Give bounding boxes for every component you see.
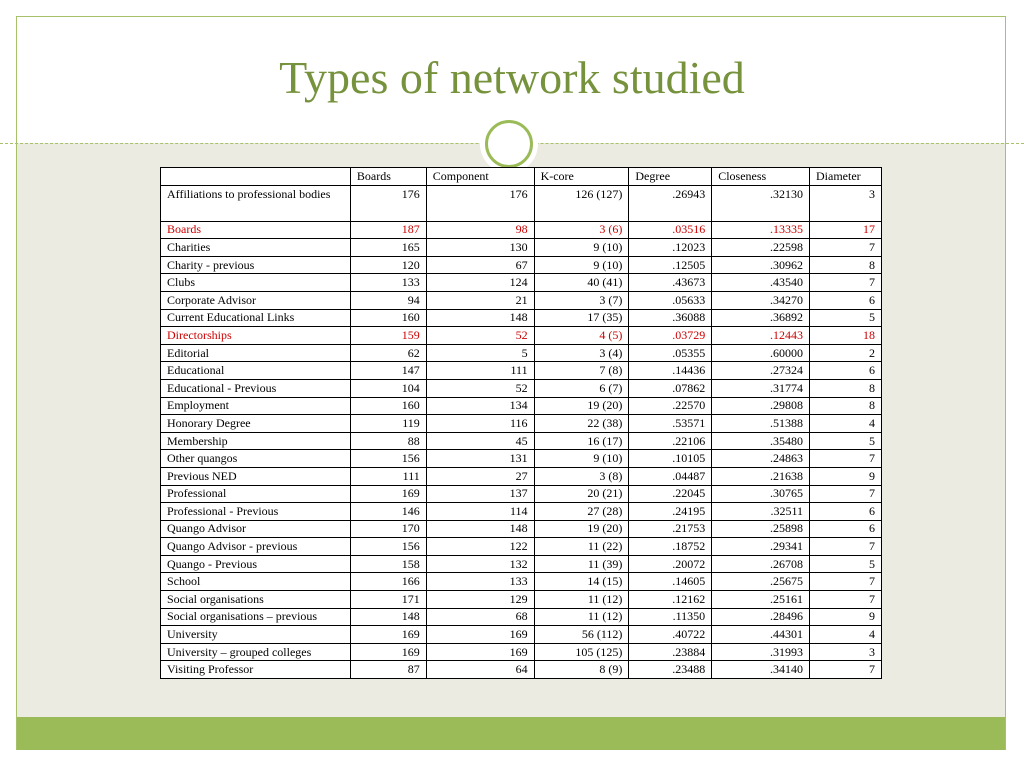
cell-network-name: Directorships [161,327,351,345]
cell-degree: .20072 [629,555,712,573]
cell-degree: .11350 [629,608,712,626]
cell-degree: .10105 [629,450,712,468]
cell-network-name: University [161,626,351,644]
cell-degree: .26943 [629,185,712,221]
cell-network-name: University – grouped colleges [161,643,351,661]
cell-network-name: Visiting Professor [161,661,351,679]
cell-component: 27 [426,467,534,485]
cell-kcore: 6 (7) [534,379,629,397]
cell-diameter: 7 [810,591,882,609]
cell-component: 176 [426,185,534,221]
cell-diameter: 8 [810,397,882,415]
cell-kcore: 19 (20) [534,520,629,538]
cell-boards: 171 [350,591,426,609]
header-cell-boards: Boards [350,168,426,186]
cell-kcore: 7 (8) [534,362,629,380]
cell-diameter: 4 [810,626,882,644]
cell-boards: 111 [350,467,426,485]
cell-diameter: 4 [810,415,882,433]
cell-kcore: 14 (15) [534,573,629,591]
cell-degree: .03729 [629,327,712,345]
cell-kcore: 56 (112) [534,626,629,644]
cell-boards: 169 [350,485,426,503]
cell-closeness: .27324 [712,362,810,380]
cell-closeness: .12443 [712,327,810,345]
cell-boards: 147 [350,362,426,380]
cell-network-name: Employment [161,397,351,415]
cell-network-name: Social organisations – previous [161,608,351,626]
cell-diameter: 9 [810,467,882,485]
header-cell-network [161,168,351,186]
cell-kcore: 9 (10) [534,256,629,274]
cell-kcore: 22 (38) [534,415,629,433]
cell-network-name: Educational - Previous [161,379,351,397]
divider-circle-ornament [480,115,538,173]
cell-boards: 165 [350,239,426,257]
cell-network-name: Educational [161,362,351,380]
cell-diameter: 7 [810,538,882,556]
cell-kcore: 40 (41) [534,274,629,292]
table-row [161,591,882,609]
cell-diameter: 3 [810,643,882,661]
network-table [160,167,882,679]
cell-network-name: Membership [161,432,351,450]
cell-degree: .40722 [629,626,712,644]
cell-component: 133 [426,573,534,591]
cell-boards: 62 [350,344,426,362]
table-row [161,485,882,503]
cell-closeness: .25675 [712,573,810,591]
cell-degree: .18752 [629,538,712,556]
cell-closeness: .32130 [712,185,810,221]
cell-diameter: 7 [810,239,882,257]
cell-component: 129 [426,591,534,609]
header-cell-component: Component [426,168,534,186]
table-body [161,185,882,678]
cell-kcore: 11 (12) [534,591,629,609]
cell-network-name: Boards [161,221,351,239]
cell-diameter: 9 [810,608,882,626]
cell-diameter: 7 [810,450,882,468]
table-row [161,379,882,397]
cell-boards: 156 [350,450,426,468]
cell-component: 169 [426,626,534,644]
cell-boards: 94 [350,291,426,309]
table-row [161,643,882,661]
cell-component: 131 [426,450,534,468]
cell-component: 169 [426,643,534,661]
cell-kcore: 9 (10) [534,239,629,257]
cell-kcore: 9 (10) [534,450,629,468]
cell-component: 130 [426,239,534,257]
cell-diameter: 17 [810,221,882,239]
table-row [161,344,882,362]
cell-degree: .53571 [629,415,712,433]
cell-component: 111 [426,362,534,380]
cell-closeness: .35480 [712,432,810,450]
cell-network-name: Quango Advisor [161,520,351,538]
cell-closeness: .31774 [712,379,810,397]
cell-diameter: 8 [810,256,882,274]
table-row [161,291,882,309]
cell-kcore: 19 (20) [534,397,629,415]
cell-diameter: 5 [810,555,882,573]
cell-kcore: 126 (127) [534,185,629,221]
cell-component: 148 [426,309,534,327]
cell-closeness: .44301 [712,626,810,644]
cell-closeness: .30765 [712,485,810,503]
cell-closeness: .21638 [712,467,810,485]
cell-network-name: Honorary Degree [161,415,351,433]
cell-boards: 133 [350,274,426,292]
cell-boards: 156 [350,538,426,556]
cell-diameter: 7 [810,274,882,292]
cell-network-name: Social organisations [161,591,351,609]
cell-network-name: Editorial [161,344,351,362]
footer-bar [17,717,1005,750]
cell-closeness: .22598 [712,239,810,257]
cell-boards: 119 [350,415,426,433]
slide-title: Types of network studied [279,52,745,103]
cell-network-name: Previous NED [161,467,351,485]
cell-component: 52 [426,379,534,397]
cell-kcore: 3 (4) [534,344,629,362]
cell-closeness: .31993 [712,643,810,661]
table-row [161,467,882,485]
cell-network-name: Charities [161,239,351,257]
cell-closeness: .13335 [712,221,810,239]
cell-boards: 159 [350,327,426,345]
cell-closeness: .30962 [712,256,810,274]
cell-closeness: .34270 [712,291,810,309]
cell-boards: 160 [350,309,426,327]
cell-component: 124 [426,274,534,292]
table-row [161,503,882,521]
cell-component: 132 [426,555,534,573]
cell-degree: .36088 [629,309,712,327]
cell-component: 148 [426,520,534,538]
cell-diameter: 5 [810,309,882,327]
table-row [161,221,882,239]
cell-degree: .23884 [629,643,712,661]
cell-kcore: 16 (17) [534,432,629,450]
cell-diameter: 6 [810,503,882,521]
cell-component: 45 [426,432,534,450]
cell-boards: 170 [350,520,426,538]
cell-diameter: 6 [810,362,882,380]
header-cell-degree: Degree [629,168,712,186]
table-row [161,185,882,221]
cell-boards: 87 [350,661,426,679]
table-row [161,608,882,626]
cell-closeness: .25898 [712,520,810,538]
cell-kcore: 4 (5) [534,327,629,345]
cell-degree: .04487 [629,467,712,485]
cell-degree: .12505 [629,256,712,274]
cell-degree: .07862 [629,379,712,397]
table-row [161,626,882,644]
cell-diameter: 6 [810,520,882,538]
table-row [161,573,882,591]
cell-network-name: Clubs [161,274,351,292]
cell-diameter: 5 [810,432,882,450]
cell-kcore: 11 (12) [534,608,629,626]
table-header-row [161,168,882,186]
cell-diameter: 7 [810,573,882,591]
cell-component: 114 [426,503,534,521]
cell-boards: 166 [350,573,426,591]
cell-degree: .24195 [629,503,712,521]
cell-kcore: 105 (125) [534,643,629,661]
cell-closeness: .36892 [712,309,810,327]
cell-component: 116 [426,415,534,433]
cell-kcore: 8 (9) [534,661,629,679]
cell-kcore: 3 (8) [534,467,629,485]
cell-boards: 146 [350,503,426,521]
cell-degree: .05355 [629,344,712,362]
table-row [161,397,882,415]
cell-network-name: School [161,573,351,591]
cell-component: 5 [426,344,534,362]
cell-closeness: .43540 [712,274,810,292]
cell-closeness: .26708 [712,555,810,573]
cell-kcore: 3 (7) [534,291,629,309]
cell-degree: .03516 [629,221,712,239]
cell-boards: 187 [350,221,426,239]
cell-degree: .05633 [629,291,712,309]
cell-boards: 158 [350,555,426,573]
cell-degree: .14436 [629,362,712,380]
cell-diameter: 6 [810,291,882,309]
cell-network-name: Current Educational Links [161,309,351,327]
cell-closeness: .25161 [712,591,810,609]
table-row [161,256,882,274]
cell-closeness: .51388 [712,415,810,433]
cell-component: 98 [426,221,534,239]
table-row [161,309,882,327]
cell-diameter: 2 [810,344,882,362]
cell-network-name: Affiliations to professional bodies [161,185,351,221]
cell-diameter: 7 [810,485,882,503]
cell-diameter: 8 [810,379,882,397]
cell-degree: .14605 [629,573,712,591]
table-row [161,555,882,573]
cell-degree: .43673 [629,274,712,292]
cell-kcore: 3 (6) [534,221,629,239]
cell-kcore: 17 (35) [534,309,629,327]
cell-network-name: Corporate Advisor [161,291,351,309]
cell-boards: 88 [350,432,426,450]
cell-closeness: .34140 [712,661,810,679]
table-row [161,538,882,556]
cell-component: 64 [426,661,534,679]
cell-network-name: Other quangos [161,450,351,468]
cell-closeness: .24863 [712,450,810,468]
cell-boards: 120 [350,256,426,274]
table-row [161,239,882,257]
table-row [161,362,882,380]
cell-kcore: 11 (22) [534,538,629,556]
cell-diameter: 7 [810,661,882,679]
cell-closeness: .60000 [712,344,810,362]
cell-network-name: Professional - Previous [161,503,351,521]
cell-degree: .21753 [629,520,712,538]
divider-circle-ring [485,120,533,168]
table-row [161,415,882,433]
cell-degree: .23488 [629,661,712,679]
cell-component: 134 [426,397,534,415]
table-row [161,450,882,468]
cell-boards: 148 [350,608,426,626]
cell-kcore: 11 (39) [534,555,629,573]
cell-component: 67 [426,256,534,274]
table-row [161,327,882,345]
cell-network-name: Charity - previous [161,256,351,274]
cell-degree: .12162 [629,591,712,609]
cell-network-name: Quango - Previous [161,555,351,573]
cell-kcore: 27 (28) [534,503,629,521]
cell-network-name: Professional [161,485,351,503]
cell-diameter: 18 [810,327,882,345]
cell-component: 52 [426,327,534,345]
cell-degree: .12023 [629,239,712,257]
cell-kcore: 20 (21) [534,485,629,503]
cell-closeness: .29808 [712,397,810,415]
cell-component: 122 [426,538,534,556]
cell-closeness: .29341 [712,538,810,556]
cell-degree: .22570 [629,397,712,415]
cell-closeness: .32511 [712,503,810,521]
cell-component: 68 [426,608,534,626]
header-cell-closeness: Closeness [712,168,810,186]
cell-boards: 169 [350,643,426,661]
table-row [161,520,882,538]
table-row [161,274,882,292]
cell-boards: 104 [350,379,426,397]
cell-degree: .22045 [629,485,712,503]
header-cell-diameter: Diameter [810,168,882,186]
cell-closeness: .28496 [712,608,810,626]
table-row [161,432,882,450]
cell-boards: 169 [350,626,426,644]
table-row [161,661,882,679]
cell-component: 137 [426,485,534,503]
cell-boards: 160 [350,397,426,415]
cell-boards: 176 [350,185,426,221]
cell-network-name: Quango Advisor - previous [161,538,351,556]
cell-component: 21 [426,291,534,309]
header-cell-kcore: K-core [534,168,629,186]
cell-diameter: 3 [810,185,882,221]
cell-degree: .22106 [629,432,712,450]
